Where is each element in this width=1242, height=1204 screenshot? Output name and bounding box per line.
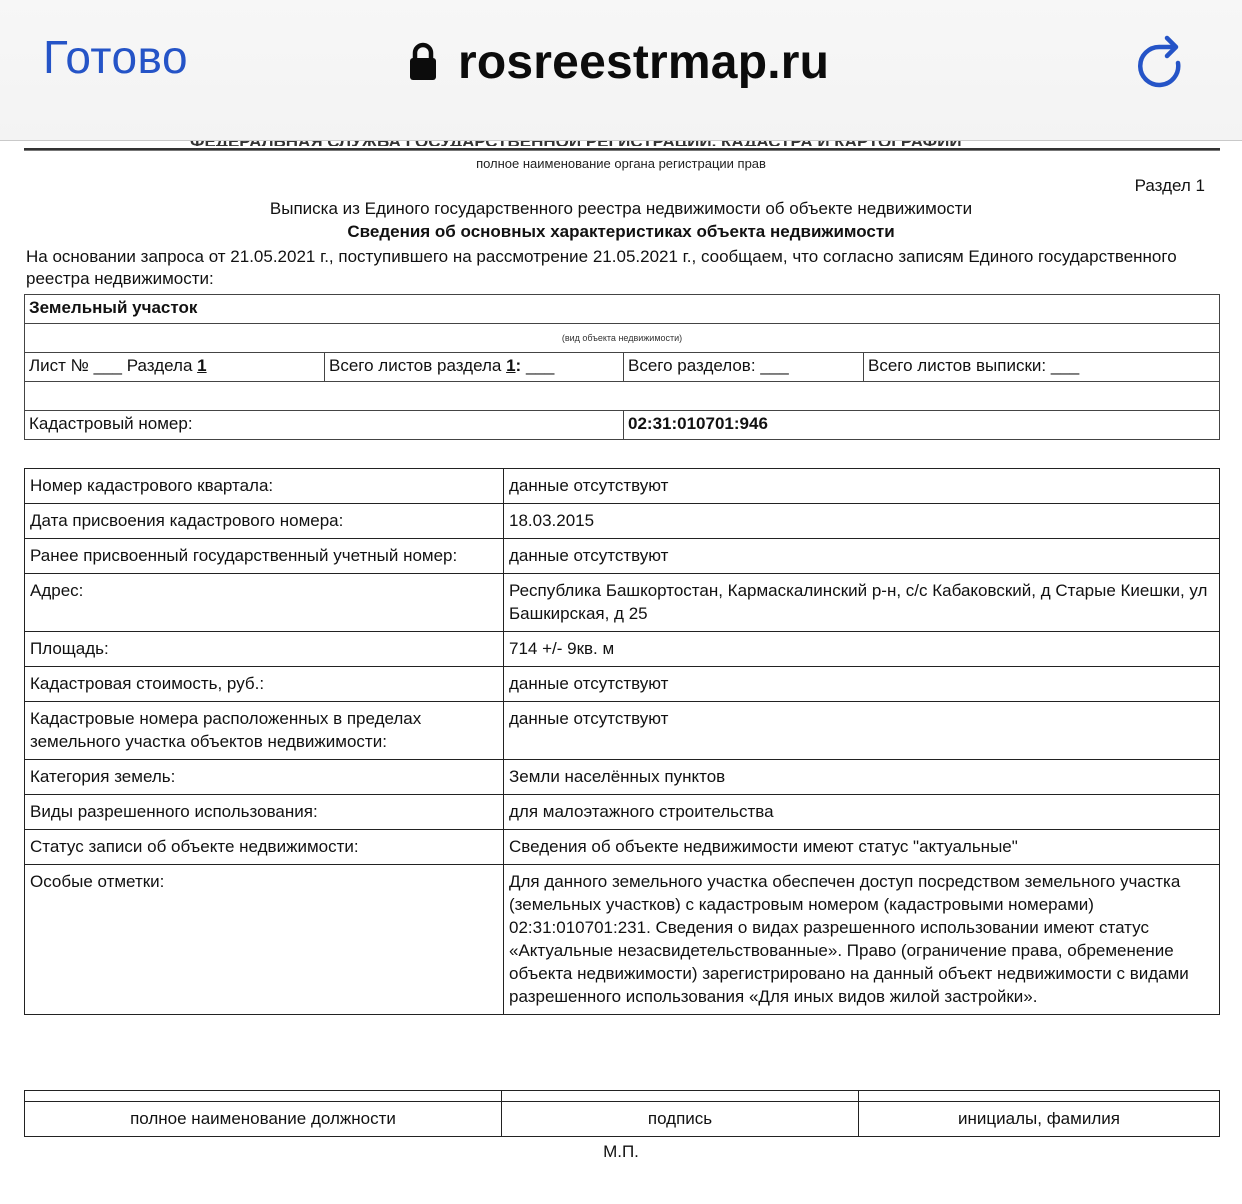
detail-label: Ранее присвоенный государственный учетный номер: bbox=[25, 539, 504, 574]
detail-value: Сведения об объекте недвижимости имеют статус "актуальные" bbox=[504, 830, 1220, 865]
table-row bbox=[25, 667, 1220, 702]
table-row bbox=[25, 830, 1220, 865]
object-type-caption: (вид объекта недвижимости) bbox=[25, 324, 1220, 353]
detail-value: 18.03.2015 bbox=[504, 504, 1220, 539]
empty-row bbox=[25, 382, 1220, 411]
detail-value: данные отсутствуют bbox=[504, 469, 1220, 504]
detail-label: Адрес: bbox=[25, 574, 504, 632]
detail-label: Площадь: bbox=[25, 632, 504, 667]
lock-icon bbox=[408, 42, 438, 82]
signature-caption: подпись bbox=[502, 1102, 859, 1137]
table-row bbox=[25, 469, 1220, 504]
object-type: Земельный участок bbox=[25, 295, 1220, 324]
detail-label: Особые отметки: bbox=[25, 865, 504, 1015]
browser-toolbar bbox=[0, 0, 1242, 141]
done-button[interactable]: Готово bbox=[43, 31, 189, 83]
total-sheets-section-value: 1 bbox=[506, 356, 516, 375]
total-sheets-cell bbox=[864, 353, 1220, 382]
sheet-info-row bbox=[25, 353, 1220, 382]
cadastral-row bbox=[25, 411, 1220, 440]
table-row bbox=[25, 760, 1220, 795]
table-row bbox=[25, 574, 1220, 632]
detail-label: Дата присвоения кадастрового номера: bbox=[25, 504, 504, 539]
document-subtitle: Сведения об основных характеристиках объекта недвижимости bbox=[347, 222, 895, 241]
sheet-no-blank: ___ bbox=[93, 356, 123, 375]
detail-value: данные отсутствуют bbox=[504, 539, 1220, 574]
total-sections-cell bbox=[624, 353, 864, 382]
signature-table bbox=[24, 1090, 1220, 1137]
detail-value: для малоэтажного строительства bbox=[504, 795, 1220, 830]
section-label: Раздел 1 bbox=[1134, 176, 1205, 195]
reload-icon bbox=[1134, 30, 1190, 92]
org-caption: полное наименование органа регистрации прав bbox=[476, 156, 766, 171]
detail-label: Виды разрешенного использования: bbox=[25, 795, 504, 830]
detail-label: Номер кадастрового квартала: bbox=[25, 469, 504, 504]
sheet-number-cell bbox=[25, 353, 325, 382]
detail-value: 714 +/- 9кв. м bbox=[504, 632, 1220, 667]
table-row bbox=[25, 795, 1220, 830]
sheet-no-label: Лист № bbox=[29, 356, 89, 375]
divider bbox=[24, 148, 1220, 151]
section-word: Раздела bbox=[126, 356, 193, 375]
cadastral-label: Кадастровый номер: bbox=[25, 411, 624, 440]
name-caption: инициалы, фамилия bbox=[859, 1102, 1220, 1137]
intro-text: На основании запроса от 21.05.2021 г., поступившего на рассмотрение 21.05.2021 г., сообщаем, что согласно записям Единого государственного реестра недвижимости: bbox=[26, 247, 1177, 288]
total-sheets-section-label: Всего листов раздела bbox=[329, 356, 502, 375]
total-sheets-blank: ___ bbox=[1050, 356, 1080, 375]
detail-label: Категория земель: bbox=[25, 760, 504, 795]
table-row bbox=[25, 632, 1220, 667]
detail-value: данные отсутствуют bbox=[504, 702, 1220, 760]
table-row bbox=[25, 865, 1220, 1015]
total-sections-label: Всего разделов: bbox=[628, 356, 756, 375]
table-row bbox=[25, 504, 1220, 539]
detail-label: Статус записи об объекте недвижимости: bbox=[25, 830, 504, 865]
detail-label: Кадастровая стоимость, руб.: bbox=[25, 667, 504, 702]
url-text[interactable]: rosreestrmap.ru bbox=[458, 35, 830, 89]
document-title: Выписка из Единого государственного реестра недвижимости об объекте недвижимости bbox=[269, 199, 973, 218]
total-sheets-section-blank: ___ bbox=[525, 356, 555, 375]
total-sheets-label: Всего листов выписки: bbox=[868, 356, 1047, 375]
stamp-label: М.П. bbox=[603, 1142, 639, 1161]
detail-value: данные отсутствуют bbox=[504, 667, 1220, 702]
detail-value: Для данного земельного участка обеспечен доступ посредством земельного участка (земельных участков) с кадастровым номером (кадастровыми номерами) 02:31:010701:231. Сведения о видах разрешенного использовании имеют статус «Актуальные незасвидетельствованные». Право (ограничение права, обременение объекта недвижимости) зарегистрировано на данный объект недвижимости с видами разрешенного использования «Для иных видов жилой застройки». bbox=[504, 865, 1220, 1015]
address-bar[interactable] bbox=[408, 30, 829, 94]
position-caption: полное наименование должности bbox=[25, 1102, 502, 1137]
total-sections-blank: ___ bbox=[760, 356, 789, 375]
total-sheets-section-cell: Всего листов раздела 1: ___ bbox=[325, 353, 624, 382]
detail-value: Земли населённых пунктов bbox=[504, 760, 1220, 795]
details-table bbox=[24, 468, 1220, 1015]
cadastral-number: 02:31:010701:946 bbox=[624, 411, 1220, 440]
section-value: 1 bbox=[197, 356, 207, 375]
table-row bbox=[25, 702, 1220, 760]
detail-label: Кадастровые номера расположенных в пределах земельного участка объектов недвижимости: bbox=[25, 702, 504, 760]
detail-value: Республика Башкортостан, Кармаскалинский р-н, с/с Кабаковский, д Старые Киешки, ул Башкирская, д 25 bbox=[504, 574, 1220, 632]
object-header-table bbox=[24, 294, 1220, 440]
table-row bbox=[25, 539, 1220, 574]
reload-button[interactable] bbox=[1134, 30, 1190, 92]
